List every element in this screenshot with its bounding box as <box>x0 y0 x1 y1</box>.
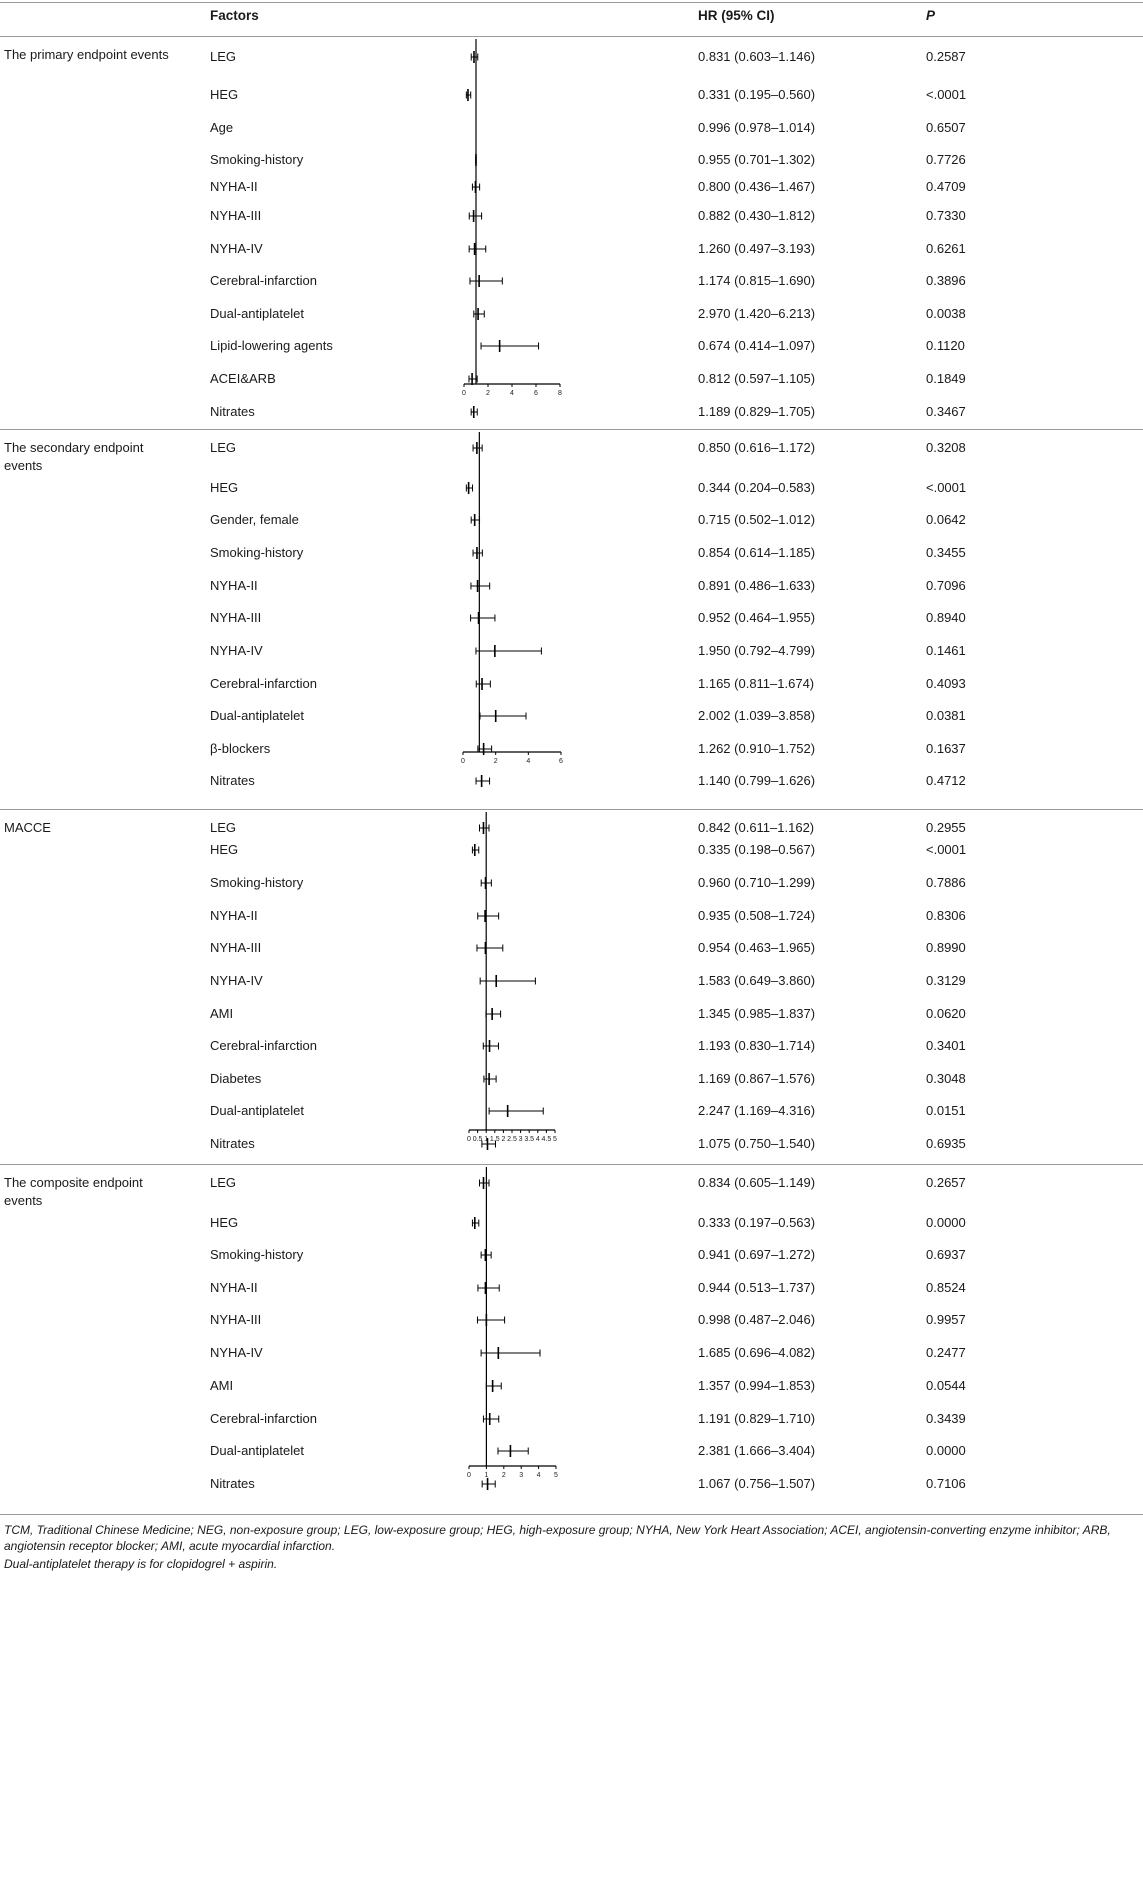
x-tick-label: 1.5 <box>489 1136 500 1143</box>
p-value: 0.2657 <box>926 1175 966 1190</box>
p-value: 0.3208 <box>926 440 966 455</box>
factor-label: Cerebral-infarction <box>210 676 317 691</box>
x-tick-label: 0 <box>467 1136 471 1143</box>
x-tick-label: 5 <box>553 1136 557 1143</box>
x-tick-label: 2 <box>501 1472 506 1479</box>
factor-label: β-blockers <box>210 741 271 756</box>
factor-label: NYHA-II <box>210 1280 258 1295</box>
factor-label: Smoking-history <box>210 545 304 560</box>
hr-value: 0.800 (0.436–1.467) <box>698 179 816 194</box>
factor-label: Nitrates <box>210 773 255 788</box>
hr-value: 0.935 (0.508–1.724) <box>698 908 816 923</box>
x-tick-label: 6 <box>534 390 538 397</box>
factor-label: NYHA-IV <box>210 241 263 256</box>
factor-label: LEG <box>210 440 237 455</box>
hr-value: 0.834 (0.605–1.149) <box>698 1175 816 1190</box>
factor-label: NYHA-III <box>210 610 262 625</box>
p-value: 0.9957 <box>926 1312 966 1327</box>
p-value: 0.0620 <box>926 1006 966 1021</box>
factor-label: LEG <box>210 820 237 835</box>
hr-value: 0.674 (0.414–1.097) <box>698 338 816 353</box>
hr-value: 0.854 (0.614–1.185) <box>698 545 816 560</box>
factor-label: Age <box>210 120 234 135</box>
hr-value: 0.335 (0.198–0.567) <box>698 842 816 857</box>
x-tick-label: 4.5 <box>541 1136 552 1143</box>
p-value: 0.4709 <box>926 179 966 194</box>
hr-value: 0.944 (0.513–1.737) <box>698 1280 816 1295</box>
hr-value: 0.998 (0.487–2.046) <box>698 1312 816 1327</box>
x-tick-label: 2 <box>486 390 490 397</box>
p-value: <.0001 <box>926 87 967 102</box>
p-value: 0.3048 <box>926 1071 966 1086</box>
x-tick-label: 4 <box>535 1136 540 1143</box>
p-value: 0.3439 <box>926 1411 966 1426</box>
forest-plot <box>454 39 570 398</box>
factor-label: NYHA-II <box>210 179 258 194</box>
hr-value: 0.715 (0.502–1.012) <box>698 512 816 527</box>
hr-value: 0.882 (0.430–1.812) <box>698 208 816 223</box>
x-tick-label: 4 <box>510 390 514 397</box>
factor-label: Dual-antiplatelet <box>210 306 304 321</box>
factor-label: HEG <box>210 842 239 857</box>
p-value: 0.1120 <box>926 338 965 353</box>
p-value: 0.6261 <box>926 241 966 256</box>
p-value: <.0001 <box>926 480 967 495</box>
x-tick-label: 4 <box>526 758 531 765</box>
forest-plot <box>453 432 571 766</box>
p-value: 0.7330 <box>926 208 966 223</box>
p-value: 0.3896 <box>926 273 966 288</box>
hr-value: 0.996 (0.978–1.014) <box>698 120 816 135</box>
hr-value: 2.002 (1.039–3.858) <box>698 708 816 723</box>
hr-value: 1.262 (0.910–1.752) <box>698 741 816 756</box>
header-rule <box>0 36 1143 37</box>
factor-label: NYHA-IV <box>210 1345 263 1360</box>
hr-value: 0.955 (0.701–1.302) <box>698 152 816 167</box>
p-value: 0.3129 <box>926 973 966 988</box>
factor-label: NYHA-III <box>210 208 262 223</box>
factor-label: Cerebral-infarction <box>210 273 317 288</box>
x-tick-label: 1 <box>484 1472 489 1479</box>
p-value: 0.0038 <box>926 306 966 321</box>
p-value: 0.7886 <box>926 875 966 890</box>
factor-label: Nitrates <box>210 404 255 419</box>
factor-label: AMI <box>210 1006 234 1021</box>
hr-value: 1.191 (0.829–1.710) <box>698 1411 816 1426</box>
hr-value: 1.685 (0.696–4.082) <box>698 1345 816 1360</box>
factor-label: HEG <box>210 480 239 495</box>
p-value: 0.2587 <box>926 49 966 64</box>
factor-label: Nitrates <box>210 1476 255 1491</box>
section-title: The primary endpoint events <box>4 47 169 62</box>
p-value: 0.0544 <box>926 1378 966 1393</box>
footnote-abbreviations: TCM, Traditional Chinese Medicine; NEG, non-exposure group; LEG, low-exposure group; HEG, high-exposure group; NYHA, New York Heart Association; ACEI, angiotensin-converting enzyme inhibitor; ARB, angiotensin receptor blocker; AMI, acute myocardial infarction. <box>4 1523 1111 1553</box>
x-tick-label: 3.5 <box>524 1136 535 1143</box>
x-tick-label: 6 <box>559 758 563 765</box>
section-rule <box>0 429 1143 430</box>
x-tick-label: 5 <box>554 1472 558 1479</box>
hr-value: 1.165 (0.811–1.674) <box>698 676 815 691</box>
p-value: <.0001 <box>926 842 967 857</box>
hr-value: 1.189 (0.829–1.705) <box>698 404 816 419</box>
factor-label: HEG <box>210 1215 239 1230</box>
factor-label: Gender, female <box>210 512 299 527</box>
p-value: 0.0000 <box>926 1443 966 1458</box>
p-value: 0.7106 <box>926 1476 966 1491</box>
x-tick-label: 2.5 <box>507 1136 517 1143</box>
factor-label: Smoking-history <box>210 875 304 890</box>
header-hr: HR (95% CI) <box>698 8 775 23</box>
factor-label: LEG <box>210 1175 237 1190</box>
x-tick-label: 3 <box>519 1472 524 1479</box>
p-value: 0.3401 <box>926 1038 966 1053</box>
p-value: 0.1461 <box>926 643 966 658</box>
factor-label: Lipid-lowering agents <box>210 338 333 353</box>
header-p: P <box>926 8 936 23</box>
p-value: 0.8990 <box>926 940 966 955</box>
section-rule <box>0 809 1143 810</box>
factor-label: NYHA-III <box>210 1312 262 1327</box>
factor-label: Nitrates <box>210 1136 255 1151</box>
hr-value: 0.842 (0.611–1.162) <box>698 820 815 835</box>
p-value: 0.2477 <box>926 1345 966 1360</box>
x-tick-label: 4 <box>536 1472 541 1479</box>
factor-label: HEG <box>210 87 239 102</box>
x-tick-label: 0 <box>461 758 465 765</box>
p-value: 0.3455 <box>926 545 966 560</box>
factor-label: NYHA-III <box>210 940 262 955</box>
section-rule <box>0 1514 1143 1515</box>
hr-value: 2.381 (1.666–3.404) <box>698 1443 816 1458</box>
x-tick-label: 2 <box>501 1136 506 1143</box>
hr-value: 1.260 (0.497–3.193) <box>698 241 816 256</box>
factor-label: NYHA-II <box>210 578 258 593</box>
hr-value: 0.344 (0.204–0.583) <box>698 480 816 495</box>
x-tick-label: 0 <box>467 1472 471 1479</box>
section-title: The composite endpoint events <box>4 1175 143 1208</box>
hr-value: 0.891 (0.486–1.633) <box>698 578 816 593</box>
footnote-dual-antiplatelet: Dual-antiplatelet therapy is for clopidogrel + aspirin. <box>4 1557 278 1571</box>
factor-label: Dual-antiplatelet <box>210 1103 304 1118</box>
factor-label: Diabetes <box>210 1071 262 1086</box>
p-value: 0.7726 <box>926 152 966 167</box>
factor-label: NYHA-II <box>210 908 258 923</box>
p-value: 0.8306 <box>926 908 966 923</box>
hr-value: 0.850 (0.616–1.172) <box>698 440 816 455</box>
hr-value: 0.960 (0.710–1.299) <box>698 875 816 890</box>
hr-value: 0.954 (0.463–1.965) <box>698 940 816 955</box>
hr-value: 1.357 (0.994–1.853) <box>698 1378 816 1393</box>
header-factors: Factors <box>210 8 259 23</box>
forest-plot <box>459 812 565 1144</box>
x-tick-label: 0.5 <box>472 1136 483 1143</box>
hr-value: 1.950 (0.792–4.799) <box>698 643 816 658</box>
p-value: 0.1849 <box>926 371 966 386</box>
p-value: 0.1637 <box>926 741 966 756</box>
hr-value: 1.174 (0.815–1.690) <box>698 273 816 288</box>
hr-value: 1.345 (0.985–1.837) <box>698 1006 816 1021</box>
p-value: 0.4712 <box>926 773 966 788</box>
hr-value: 0.952 (0.464–1.955) <box>698 610 816 625</box>
p-value: 0.0642 <box>926 512 966 527</box>
factor-label: Cerebral-infarction <box>210 1038 317 1053</box>
factor-label: Cerebral-infarction <box>210 1411 317 1426</box>
p-value: 0.8940 <box>926 610 966 625</box>
section-title: MACCE <box>4 820 51 835</box>
p-value: 0.0151 <box>926 1103 966 1118</box>
x-tick-label: 1 <box>484 1136 489 1143</box>
hr-value: 0.941 (0.697–1.272) <box>698 1247 816 1262</box>
factor-label: Dual-antiplatelet <box>210 1443 304 1458</box>
hr-value: 1.067 (0.756–1.507) <box>698 1476 816 1491</box>
x-tick-label: 8 <box>558 390 562 397</box>
p-value: 0.0000 <box>926 1215 966 1230</box>
hr-value: 0.812 (0.597–1.105) <box>698 371 816 386</box>
factor-label: AMI <box>210 1378 234 1393</box>
section-rule <box>0 1164 1143 1165</box>
factor-label: Dual-antiplatelet <box>210 708 304 723</box>
p-value: 0.6937 <box>926 1247 966 1262</box>
factor-label: NYHA-IV <box>210 643 263 658</box>
table-top-rule <box>0 2 1143 3</box>
factor-label: Smoking-history <box>210 152 304 167</box>
x-tick-label: 2 <box>493 758 498 765</box>
hr-value: 1.169 (0.867–1.576) <box>698 1071 816 1086</box>
p-value: 0.4093 <box>926 676 966 691</box>
hr-value: 2.970 (1.420–6.213) <box>698 306 816 321</box>
hr-value: 2.247 (1.169–4.316) <box>698 1103 816 1118</box>
p-value: 0.7096 <box>926 578 966 593</box>
hr-value: 1.140 (0.799–1.626) <box>698 773 816 788</box>
forest-plot <box>459 1167 566 1480</box>
factor-label: NYHA-IV <box>210 973 263 988</box>
factor-label: LEG <box>210 49 237 64</box>
p-value: 0.6935 <box>926 1136 966 1151</box>
hr-value: 0.331 (0.195–0.560) <box>698 87 816 102</box>
x-tick-label: 3 <box>518 1136 523 1143</box>
p-value: 0.8524 <box>926 1280 966 1295</box>
hr-value: 0.333 (0.197–0.563) <box>698 1215 816 1230</box>
p-value: 0.3467 <box>926 404 966 419</box>
x-tick-label: 0 <box>462 390 466 397</box>
section-title: The secondary endpoint events <box>4 440 144 473</box>
p-value: 0.0381 <box>926 708 966 723</box>
hr-value: 1.075 (0.750–1.540) <box>698 1136 816 1151</box>
p-value: 0.6507 <box>926 120 966 135</box>
hr-value: 1.193 (0.830–1.714) <box>698 1038 816 1053</box>
hr-value: 0.831 (0.603–1.146) <box>698 49 816 64</box>
hr-value: 1.583 (0.649–3.860) <box>698 973 816 988</box>
p-value: 0.2955 <box>926 820 966 835</box>
factor-label: Smoking-history <box>210 1247 304 1262</box>
factor-label: ACEI&ARB <box>210 371 276 386</box>
